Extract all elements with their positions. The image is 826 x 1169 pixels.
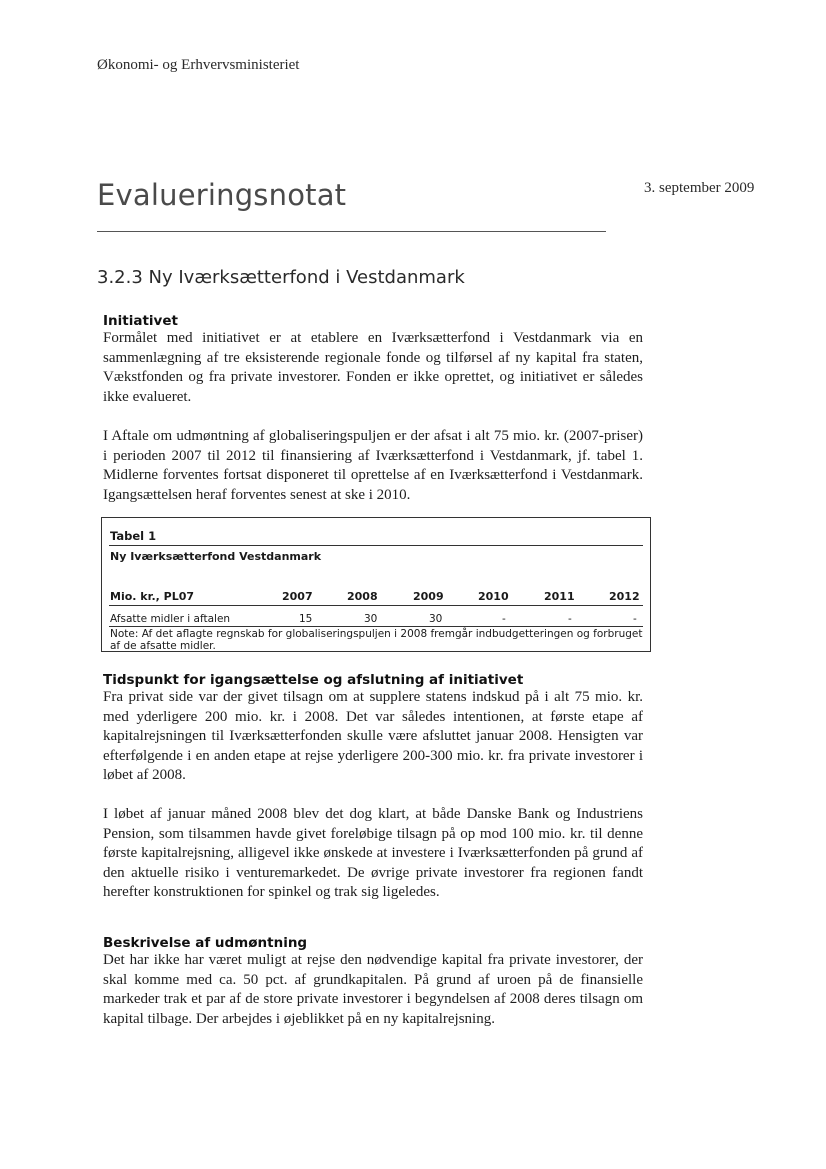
table-cell: 15 — [299, 613, 313, 625]
table-1 — [101, 517, 651, 652]
table-label-divider — [109, 545, 643, 546]
table-cell: 30 — [364, 613, 378, 625]
table-header-cell: 2009 — [413, 590, 444, 603]
section-heading: 3.2.3 Ny Iværksætterfond i Vestdanmark — [97, 267, 465, 288]
document-title: Evalueringsnotat — [97, 178, 347, 212]
table-header-cell: Mio. kr., PL07 — [110, 590, 195, 603]
table-header-cell: 2008 — [347, 590, 378, 603]
table-cell: - — [502, 613, 506, 625]
table-header-cell: 2012 — [609, 590, 640, 603]
beskrivelse-paragraph-1: Det har ikke har været muligt at rejse den nødvendige kapital fra private investorer, der skal komme med ca. 50 pct. af grundkapitalen. På grund af uroen på de finansielle markeder trak et par af de store private investorer i begyndelsen af 2008 deres tilsagn om kapital tilbage. Der arbejdes i øjeblikket på en ny kapitalrejsning. — [103, 952, 643, 1027]
table-row — [109, 613, 643, 627]
table-cell: - — [568, 613, 572, 625]
table-name: Ny Iværksætterfond Vestdanmark — [110, 550, 322, 563]
table-header-cell: 2011 — [544, 590, 575, 603]
tidspunkt-paragraph-1: Fra privat side var der givet tilsagn om at supplere statens indskud på i alt 75 mio. kr. med yderligere 200 mio. kr. i 2008. Det var således intentionen, at første etape af kapitalrejsningen til Iværksætterfonden skulle være afsluttet januar 2008. Hensigten var efterfølgende i en anden etape at rejse yderligere 200-300 mio. kr. fra private investorer i løbet af 2008. — [103, 689, 643, 783]
ministry-name: Økonomi- og Erhvervsministeriet — [97, 57, 300, 73]
document-date: 3. september 2009 — [644, 180, 755, 196]
table-cell: Afsatte midler i aftalen — [110, 613, 231, 625]
title-divider — [97, 231, 606, 232]
table-header-cell: 2010 — [478, 590, 509, 603]
tidspunkt-paragraph-2: I løbet af januar måned 2008 blev det dog klart, at både Danske Bank og Industriens Pension, som tilsammen havde givet foreløbige tilsagn på op mod 100 mio. kr. til denne første kapitalrejsning, alligevel ikke ønskede at investere i Iværksætterfonden på grund af den aktuelle risiko i venturemarkedet. De øvrige private investorer fra regionen fandt herefter konstruktionen for spinkel og trak sig ligeledes. — [103, 806, 643, 900]
table-header-cell: 2007 — [282, 590, 313, 603]
table-cell: 30 — [429, 613, 443, 625]
table-cell: - — [633, 613, 637, 625]
initiativet-paragraph-1: Formålet med initiativet er at etablere en Iværksætterfond i Vestdanmark via en sammenlægning af tre eksisterende regionale fonde og tilførsel af ny kapital fra staten, Vækstfonden og fra private investorer. Fonden er ikke oprettet, og initiativet er således ikke evalueret. — [103, 330, 643, 405]
tidspunkt-heading: Tidspunkt for igangsættelse og afslutning af initiativet — [103, 672, 524, 688]
table-note: Note: Af det aflagte regnskab for globaliseringspuljen i 2008 fremgår indbudgetteringen og forbruget af de afsatte midler. — [110, 628, 643, 652]
table-label: Tabel 1 — [110, 529, 157, 543]
table-header-row — [109, 590, 643, 606]
initiativet-paragraph-2: I Aftale om udmøntning af globaliseringspuljen er der afsat i alt 75 mio. kr. (2007-priser) i perioden 2007 til 2012 til finansiering af Iværksætterfond i Vestdanmark, jf. tabel 1. Midlerne forventes fortsat disponeret til oprettelse af en Iværksætterfond i Vestdanmark. Igangsættelsen heraf forventes senest at ske i 2010. — [103, 428, 643, 503]
beskrivelse-heading: Beskrivelse af udmøntning — [103, 935, 308, 951]
initiativet-heading: Initiativet — [103, 313, 178, 329]
